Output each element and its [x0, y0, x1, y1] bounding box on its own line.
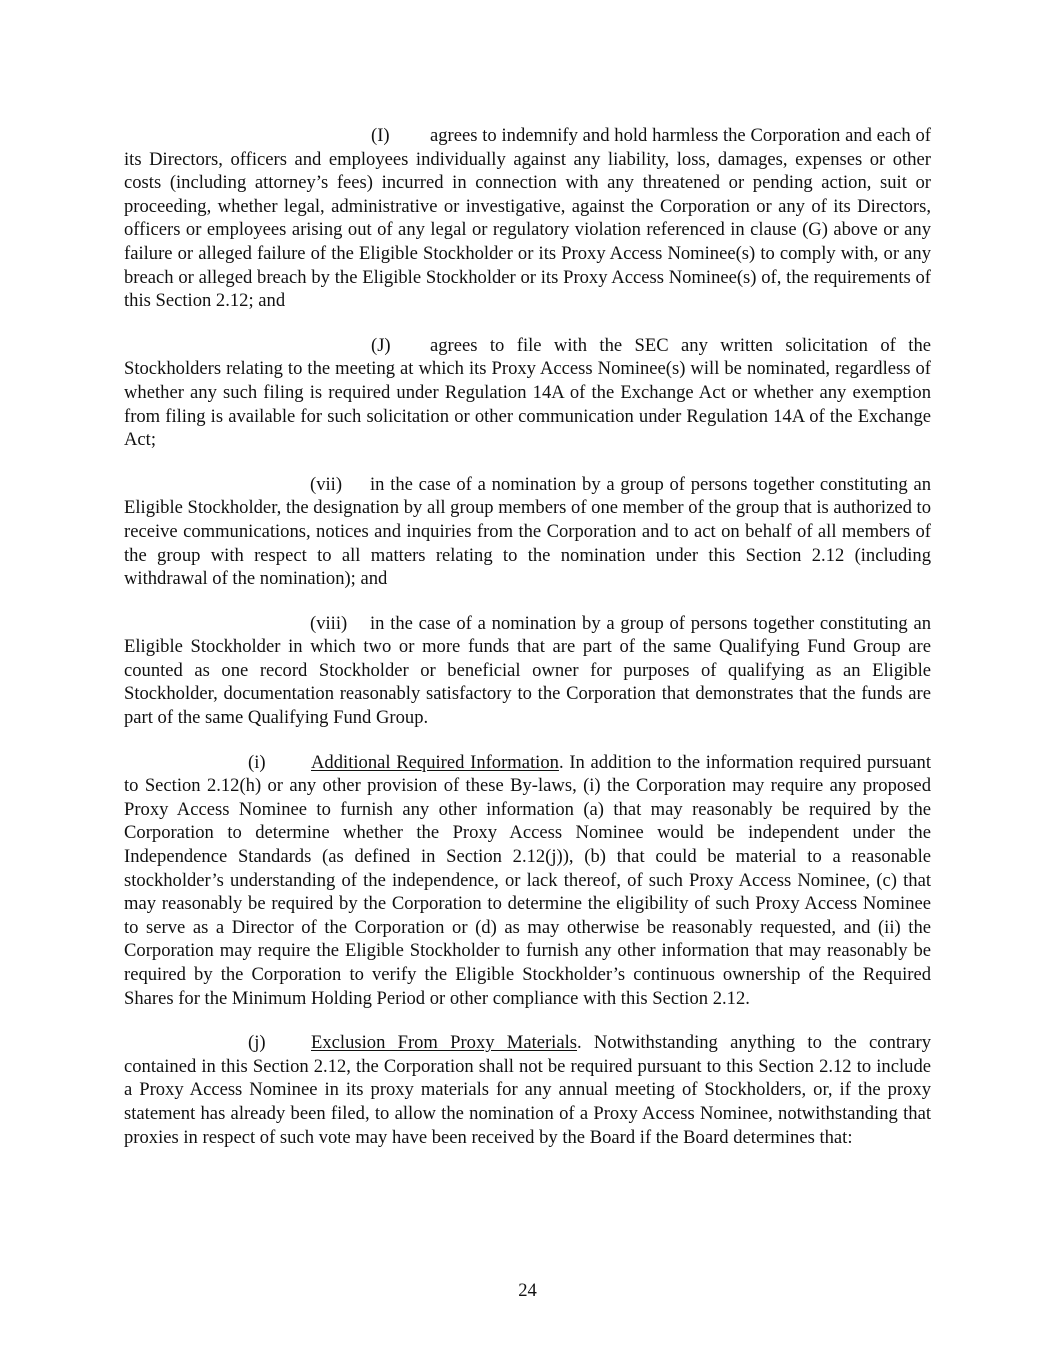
clause-text: in the case of a nomination by a group of persons together constituting an Eligible Stockholder in which two or more funds that are part of the same Qualifying Fund Group are counted as one record Stockholder or beneficial owner for purposes of qualifying as an Eligible Stockholder, documentation reasonably satisfactory to the Corporation that demonstrates that the funds are part of the same Qualifying Fund Group. — [124, 612, 931, 729]
clause-marker: (J) — [371, 334, 391, 356]
section-marker: (i) — [248, 751, 266, 773]
clause-marker: (viii) — [310, 612, 348, 634]
clause-text: agrees to file with the SEC any written solicitation of the Stockholders relating to the meeting at which its Proxy Access Nominee(s) will be nominated, regardless of whether any such filing is required under Regulation 14A of the Exchange Act or whether any exemption from filing is available for such solicitation or other communication under Regulation 14A of the Exchange Act; — [124, 334, 931, 451]
document-body — [124, 124, 931, 1149]
clause-vii-paragraph — [124, 473, 931, 591]
clause-marker: (vii) — [310, 473, 343, 495]
clause-text: in the case of a nomination by a group of persons together constituting an Eligible Stockholder, the designation by all group members of one member of the group that is authorized to receive communications, notices and inquiries from the Corporation and to act on behalf of all members of the group with respect to all matters relating to the nomination under this Section 2.12 (including withdrawal of the nomination); and — [124, 473, 931, 590]
clause-text: agrees to indemnify and hold harmless the Corporation and each of its Directors, officers and employees individually against any liability, loss, damages, expenses or other costs (including attorney’s fees) incurred in connection with any threatened or pending action, suit or proceeding, whether legal, administrative or investigative, against the Corporation or any of its Directors, officers or employees arising out of any legal or regulatory violation referenced in clause (G) above or any failure or alleged failure of the Eligible Stockholder or its Proxy Access Nominee(s) to comply with, or any breach or alleged breach by the Eligible Stockholder or its Proxy Access Nominee(s) of, the requirements of this Section 2.12; and — [124, 125, 931, 312]
section-text: . Notwithstanding anything to the contrary contained in this Section 2.12, the Corporation shall not be required pursuant to this Section 2.12 to include a Proxy Access Nominee in its proxy materials for any annual meeting of Stockholders, or, if the proxy statement has already been filed, to allow the nomination of a Proxy Access Nominee, notwithstanding that proxies in respect of such vote may have been received by the Board if the Board determines that: — [124, 1032, 931, 1148]
section-i-paragraph — [124, 751, 931, 1011]
clause-marker: (I) — [371, 125, 390, 146]
section-marker: (j) — [248, 1032, 266, 1054]
clause-viii-paragraph — [124, 612, 931, 730]
section-heading: Additional Required Information — [311, 751, 559, 773]
clause-J-paragraph — [124, 334, 931, 452]
section-heading: Exclusion From Proxy Materials — [311, 1032, 578, 1054]
section-text: . In addition to the information required pursuant to Section 2.12(h) or any other provision of these By-laws, (i) the Corporation may require any proposed Proxy Access Nominee to furnish any other information (a) that may reasonably be required by the Corporation to determine whether the Proxy Access Nominee would be independent under the Independence Standards (as defined in Section 2.12(j)), (b) that could be material to a reasonable stockholder’s understanding of the independence, or lack thereof, of such Proxy Access Nominee, (c) that may reasonably be required by the Corporation to determine the eligibility of such Proxy Access Nominee to serve as a Director of the Corporation or (d) as may otherwise be reasonably requested, and (ii) the Corporation may require the Eligible Stockholder to furnish any other information that may reasonably be required by the Corporation to verify the Eligible Stockholder’s continuous ownership of the Required Shares for the Minimum Holding Period or other compliance with this Section 2.12. — [124, 751, 932, 1009]
clause-I-paragraph — [124, 124, 931, 313]
section-j-paragraph — [124, 1031, 931, 1149]
page-number: 24 — [518, 1280, 537, 1301]
